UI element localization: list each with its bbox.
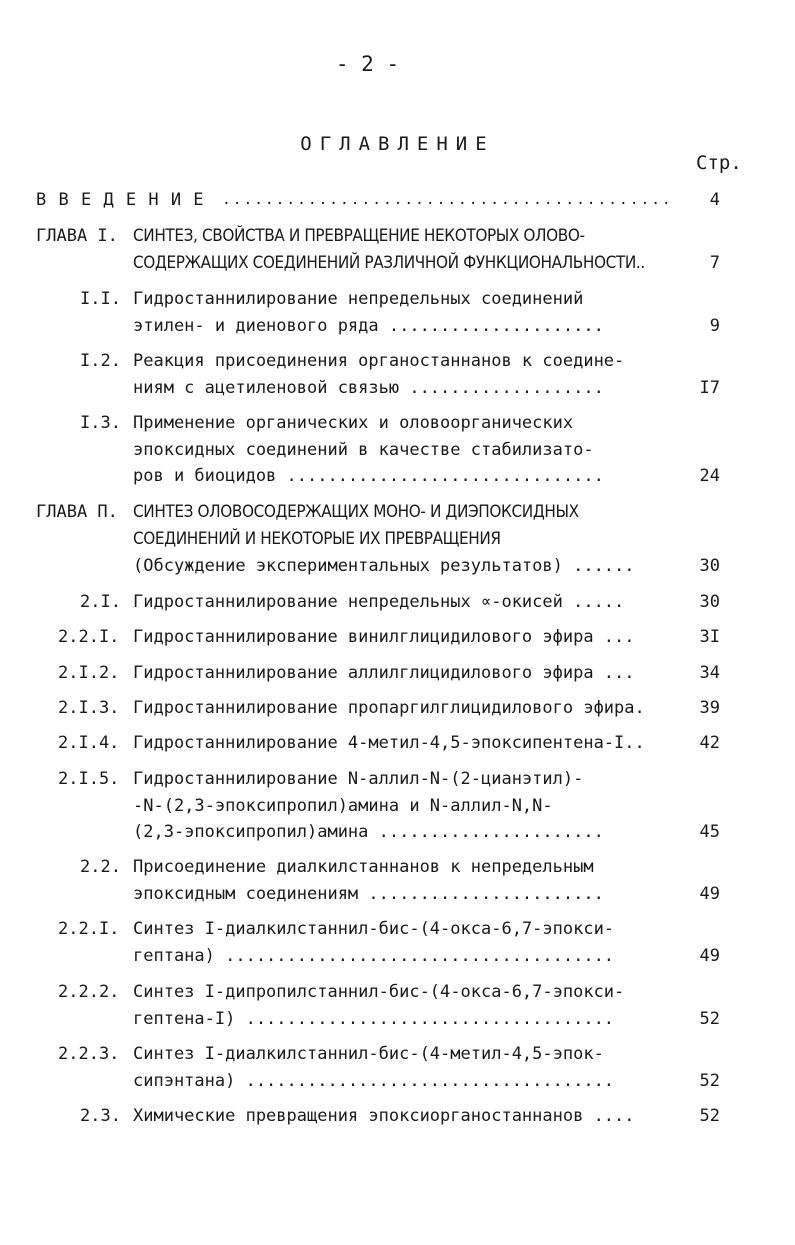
toc-entry-page: 39 <box>699 698 720 718</box>
toc-entry-line: Гидростаннилирование 4-метил-4,5-эпоксипентена-I.. <box>133 733 645 753</box>
toc-entry-line: Присоединение диалкилстаннанов к непредельным <box>133 857 594 877</box>
toc-entry-line: (2,3-эпоксипропил)амина ...................... <box>133 822 604 842</box>
toc-entry-number: ГЛАВА I. <box>36 226 118 246</box>
toc-entry-page: 34 <box>699 663 720 683</box>
toc-entry-line: Гидростаннилирование непредельных ∝-окисей ..... <box>133 592 625 612</box>
toc-entry-number: 2.2.2. <box>58 982 120 1002</box>
toc-entry-number: 2.I.2. <box>58 663 120 683</box>
toc-entry-number: 2.I. <box>80 592 121 612</box>
toc-entry-page: 52 <box>699 1009 720 1029</box>
toc-entry-line: Синтез I-диалкилстаннил-бис-(4-окса-6,7-эпокси- <box>133 919 615 939</box>
toc-entry-page: 4 <box>709 190 720 210</box>
page-number: - 2 - <box>335 52 400 76</box>
toc-entry-number: 2.3. <box>80 1106 121 1126</box>
toc-entry-number: 2.2. <box>80 857 121 877</box>
toc-entry-number: ГЛАВА П. <box>36 502 118 522</box>
toc-entry-line: гептена-I) .................................... <box>133 1009 615 1029</box>
toc-entry-page: 45 <box>699 822 720 842</box>
toc-entry-line: ниям с ацетиленовой связью ................... <box>133 378 604 398</box>
toc-entry-line: Гидростаннилирование аллилглицидилового эфира ... <box>133 663 635 683</box>
toc-entry-line: СОДЕРЖАЩИХ СОЕДИНЕНИЙ РАЗЛИЧНОЙ ФУНКЦИОНАЛЬНОСТИ.. <box>133 253 645 273</box>
toc-entry-page: 52 <box>699 1106 720 1126</box>
toc-entry-page: 7 <box>709 253 720 273</box>
toc-entry-line: Химические превращения эпоксиорганостаннанов .... <box>133 1106 635 1126</box>
toc-heading: ОГЛАВЛЕНИЕ <box>300 133 495 155</box>
toc-entry-line: .......................................... <box>222 192 673 208</box>
toc-entry-page: 9 <box>709 316 720 336</box>
toc-entry-line: (Обсуждение экспериментальных результатов) ...... <box>133 556 635 576</box>
toc-entry-number: 2.I.4. <box>58 733 120 753</box>
toc-entry-page: 30 <box>699 556 720 576</box>
toc-entry-line: Применение органических и оловоорганических <box>133 413 574 433</box>
toc-entry-line: этилен- и диенового ряда ..................... <box>133 316 604 336</box>
toc-entry-page: 52 <box>699 1071 720 1091</box>
toc-entry-line: эпоксидных соединений в качестве стабилизато- <box>133 440 594 460</box>
toc-entry-number: I.3. <box>80 413 121 433</box>
toc-entry-page: 24 <box>699 466 720 486</box>
toc-entry-line: СИНТЕЗ, СВОЙСТВА И ПРЕВРАЩЕНИЕ НЕКОТОРЫХ ОЛОВО- <box>133 226 585 246</box>
toc-entry-number: 2.2.3. <box>58 1044 120 1064</box>
toc-entry-line: сипэнтана) .................................... <box>133 1071 615 1091</box>
toc-entry-line: Гидростаннилирование N-аллил-N-(2-цианэтил)- <box>133 769 584 789</box>
toc-entry-page: 49 <box>699 884 720 904</box>
toc-entry-line: Гидростаннилирование винилглицидилового эфира ... <box>133 627 635 647</box>
toc-entry-line: СОЕДИНЕНИЙ И НЕКОТОРЫЕ ИХ ПРЕВРАЩЕНИЯ <box>133 529 501 549</box>
toc-entry-number: I.2. <box>80 351 121 371</box>
toc-entry-number: 2.I.3. <box>58 698 120 718</box>
toc-entry-number: 2.2.I. <box>58 919 120 939</box>
toc-entry-page: 3I <box>699 627 720 647</box>
toc-entry-line: Гидростаннилирование пропаргилглицидилового эфира. <box>133 698 645 718</box>
toc-entry-line: эпоксидным соединениям ....................... <box>133 884 604 904</box>
toc-entry-line: -N-(2,3-эпоксипропил)амина и N-аллил-N,N- <box>133 796 553 816</box>
toc-entry-number: 2.I.5. <box>58 769 120 789</box>
toc-entry-number: В В Е Д Е Н И Е <box>36 190 205 210</box>
toc-entry-line: Гидростаннилирование непредельных соединений <box>133 289 584 309</box>
toc-entry-page: 49 <box>699 946 720 966</box>
toc-entry-line: СИНТЕЗ ОЛОВОСОДЕРЖАЩИХ МОНО- И ДИЭПОКСИДНЫХ <box>133 502 579 522</box>
toc-entry-line: Синтез I-дипропилстаннил-бис-(4-окса-6,7-эпокси- <box>133 982 625 1002</box>
toc-entry-page: 42 <box>699 733 720 753</box>
toc-entry-line: ров и биоцидов ............................... <box>133 466 604 486</box>
toc-entry-page: I7 <box>699 378 720 398</box>
page-column-label: Стр. <box>696 152 742 174</box>
toc-entry-line: Синтез I-диалкилстаннил-бис-(4-метил-4,5-эпок- <box>133 1044 604 1064</box>
toc-entry-line: Реакция присоединения органостаннанов к соедине- <box>133 351 625 371</box>
toc-entry-page: 30 <box>699 592 720 612</box>
toc-entry-line: гептана) ...................................... <box>133 946 615 966</box>
toc-entry-number: I.I. <box>80 289 121 309</box>
toc-entry-number: 2.2.I. <box>58 627 120 647</box>
